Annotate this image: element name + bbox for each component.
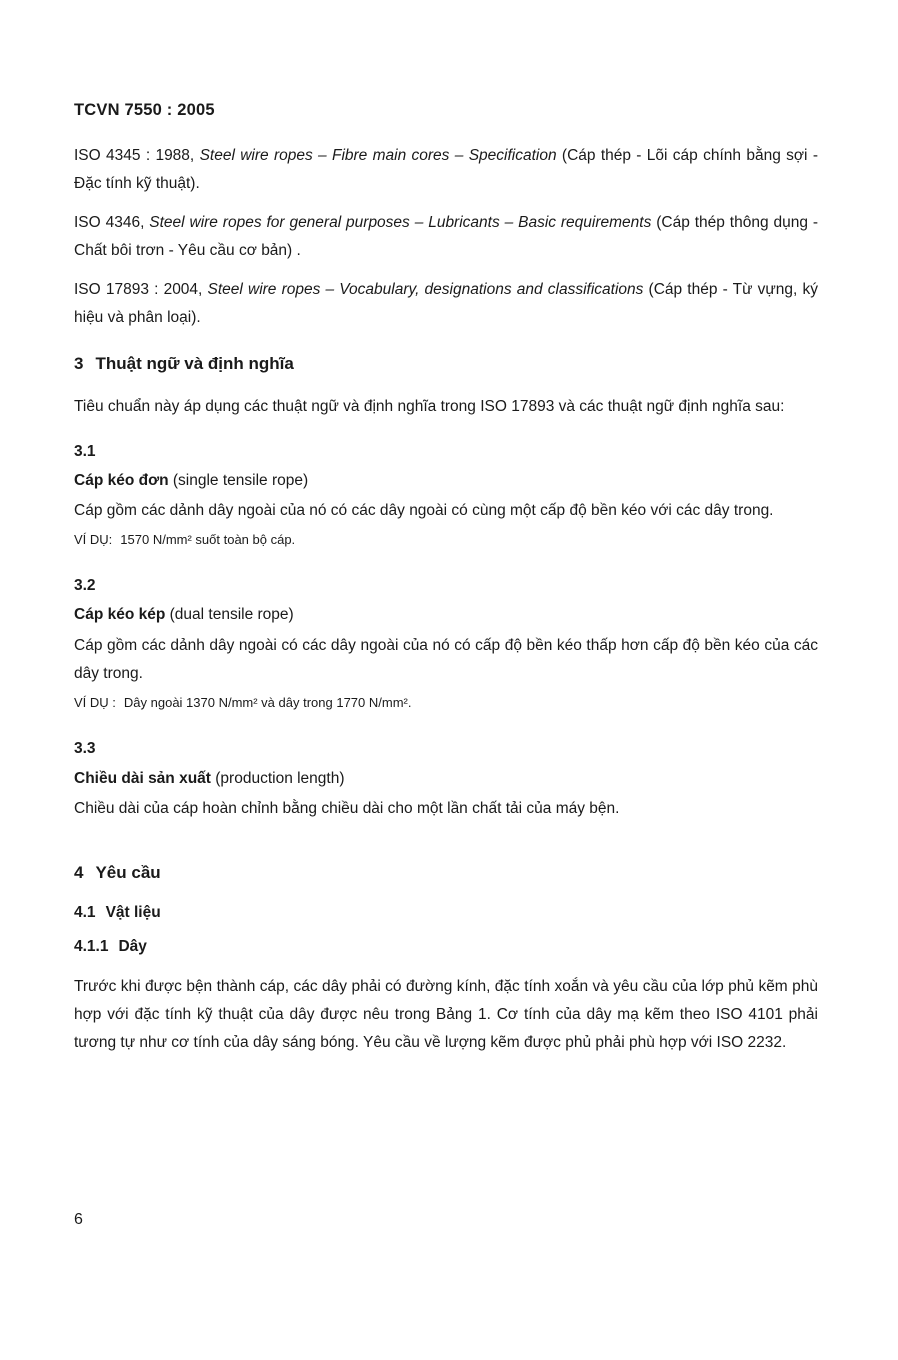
term-3-1-number: 3.1 (74, 443, 96, 460)
subsection-4-1-1-heading (74, 938, 818, 956)
page-number: 6 (74, 1211, 83, 1228)
term-3-3-number: 3.3 (74, 740, 96, 757)
reference-vi-title: (Cáp thép - Lõi cáp chính bằng sợi - Đặc tính kỹ thuật). (74, 147, 818, 192)
subsection-4-1-1-paragraph: Trước khi được bện thành cáp, các dây phải có đường kính, đặc tính xoắn và yêu cầu của lớp phủ kẽm phù hợp với đặc tính kỹ thuật của dây được nêu trong Bảng 1. Cơ tính của dây mạ kẽm theo ISO 4101 phải tương tự như cơ tính của dây sáng bóng. Yêu cầu về lượng kẽm được phủ phải phù hợp với ISO 2232. (74, 978, 818, 1051)
section-number: 4 (74, 863, 84, 882)
term-3-2-definition: Cáp gồm các dảnh dây ngoài có các dây ngoài của nó có cấp độ bền kéo thấp hơn cấp độ bền kéo của các dây trong. (74, 637, 818, 682)
term-3-3-title (74, 770, 818, 788)
reference-code: ISO 17893 : 2004, (74, 281, 203, 298)
term-3-2-example (74, 695, 818, 710)
subsection-4-1-heading (74, 904, 818, 922)
reference-iso-4346 (74, 209, 818, 265)
example-label: VÍ DỤ : (74, 695, 116, 710)
term-3-1-definition: Cáp gồm các dảnh dây ngoài của nó có các dây ngoài có cùng một cấp độ bền kéo với các dây trong. (74, 502, 774, 519)
term-3-1-title (74, 472, 818, 490)
section-3-intro: Tiêu chuẩn này áp dụng các thuật ngữ và định nghĩa trong ISO 17893 và các thuật ngữ định nghĩa sau: (74, 398, 785, 415)
section-3-heading (74, 354, 818, 374)
reference-vi-title: (Cáp thép - Từ vựng, ký hiệu và phân loại). (74, 281, 818, 326)
term-name: Cáp kéo đơn (74, 472, 169, 489)
section-4-heading (74, 863, 818, 883)
reference-code: ISO 4346, (74, 214, 145, 231)
term-english: (production length) (215, 770, 345, 787)
reference-vi-title: (Cáp thép thông dụng - Chất bôi trơn - Yêu cầu cơ bản) . (74, 214, 818, 259)
reference-title: Steel wire ropes – Fibre main cores – Specification (199, 147, 557, 164)
term-name: Chiều dài sản xuất (74, 770, 211, 787)
example-label: VÍ DỤ: (74, 532, 113, 547)
section-number: 3 (74, 354, 84, 373)
term-english: (single tensile rope) (172, 472, 309, 489)
reference-title: Steel wire ropes for general purposes – Lubricants – Basic requirements (149, 214, 652, 231)
reference-title: Steel wire ropes – Vocabulary, designations and classifications (207, 281, 644, 298)
subsection-title: Vật liệu (105, 904, 161, 921)
term-3-3-definition: Chiều dài của cáp hoàn chỉnh bằng chiều dài cho một lần chất tải của máy bện. (74, 800, 620, 817)
term-3-1-example (74, 532, 818, 547)
document-header: TCVN 7550 : 2005 (74, 101, 215, 119)
subsection-number: 4.1.1 (74, 938, 109, 955)
reference-code: ISO 4345 : 1988, (74, 147, 195, 164)
term-english: (dual tensile rope) (169, 606, 294, 623)
reference-iso-4345 (74, 142, 818, 198)
term-3-2-title (74, 606, 818, 624)
subsection-title: Dây (118, 938, 147, 955)
section-title: Yêu cầu (95, 863, 161, 882)
subsection-number: 4.1 (74, 904, 96, 921)
term-name: Cáp kéo kép (74, 606, 166, 623)
example-text: 1570 N/mm² suốt toàn bộ cáp. (120, 532, 296, 547)
reference-iso-17893 (74, 276, 818, 332)
section-title: Thuật ngữ và định nghĩa (95, 354, 294, 373)
term-3-2-number: 3.2 (74, 577, 96, 594)
example-text: Dây ngoài 1370 N/mm² và dây trong 1770 N/mm². (123, 695, 412, 710)
